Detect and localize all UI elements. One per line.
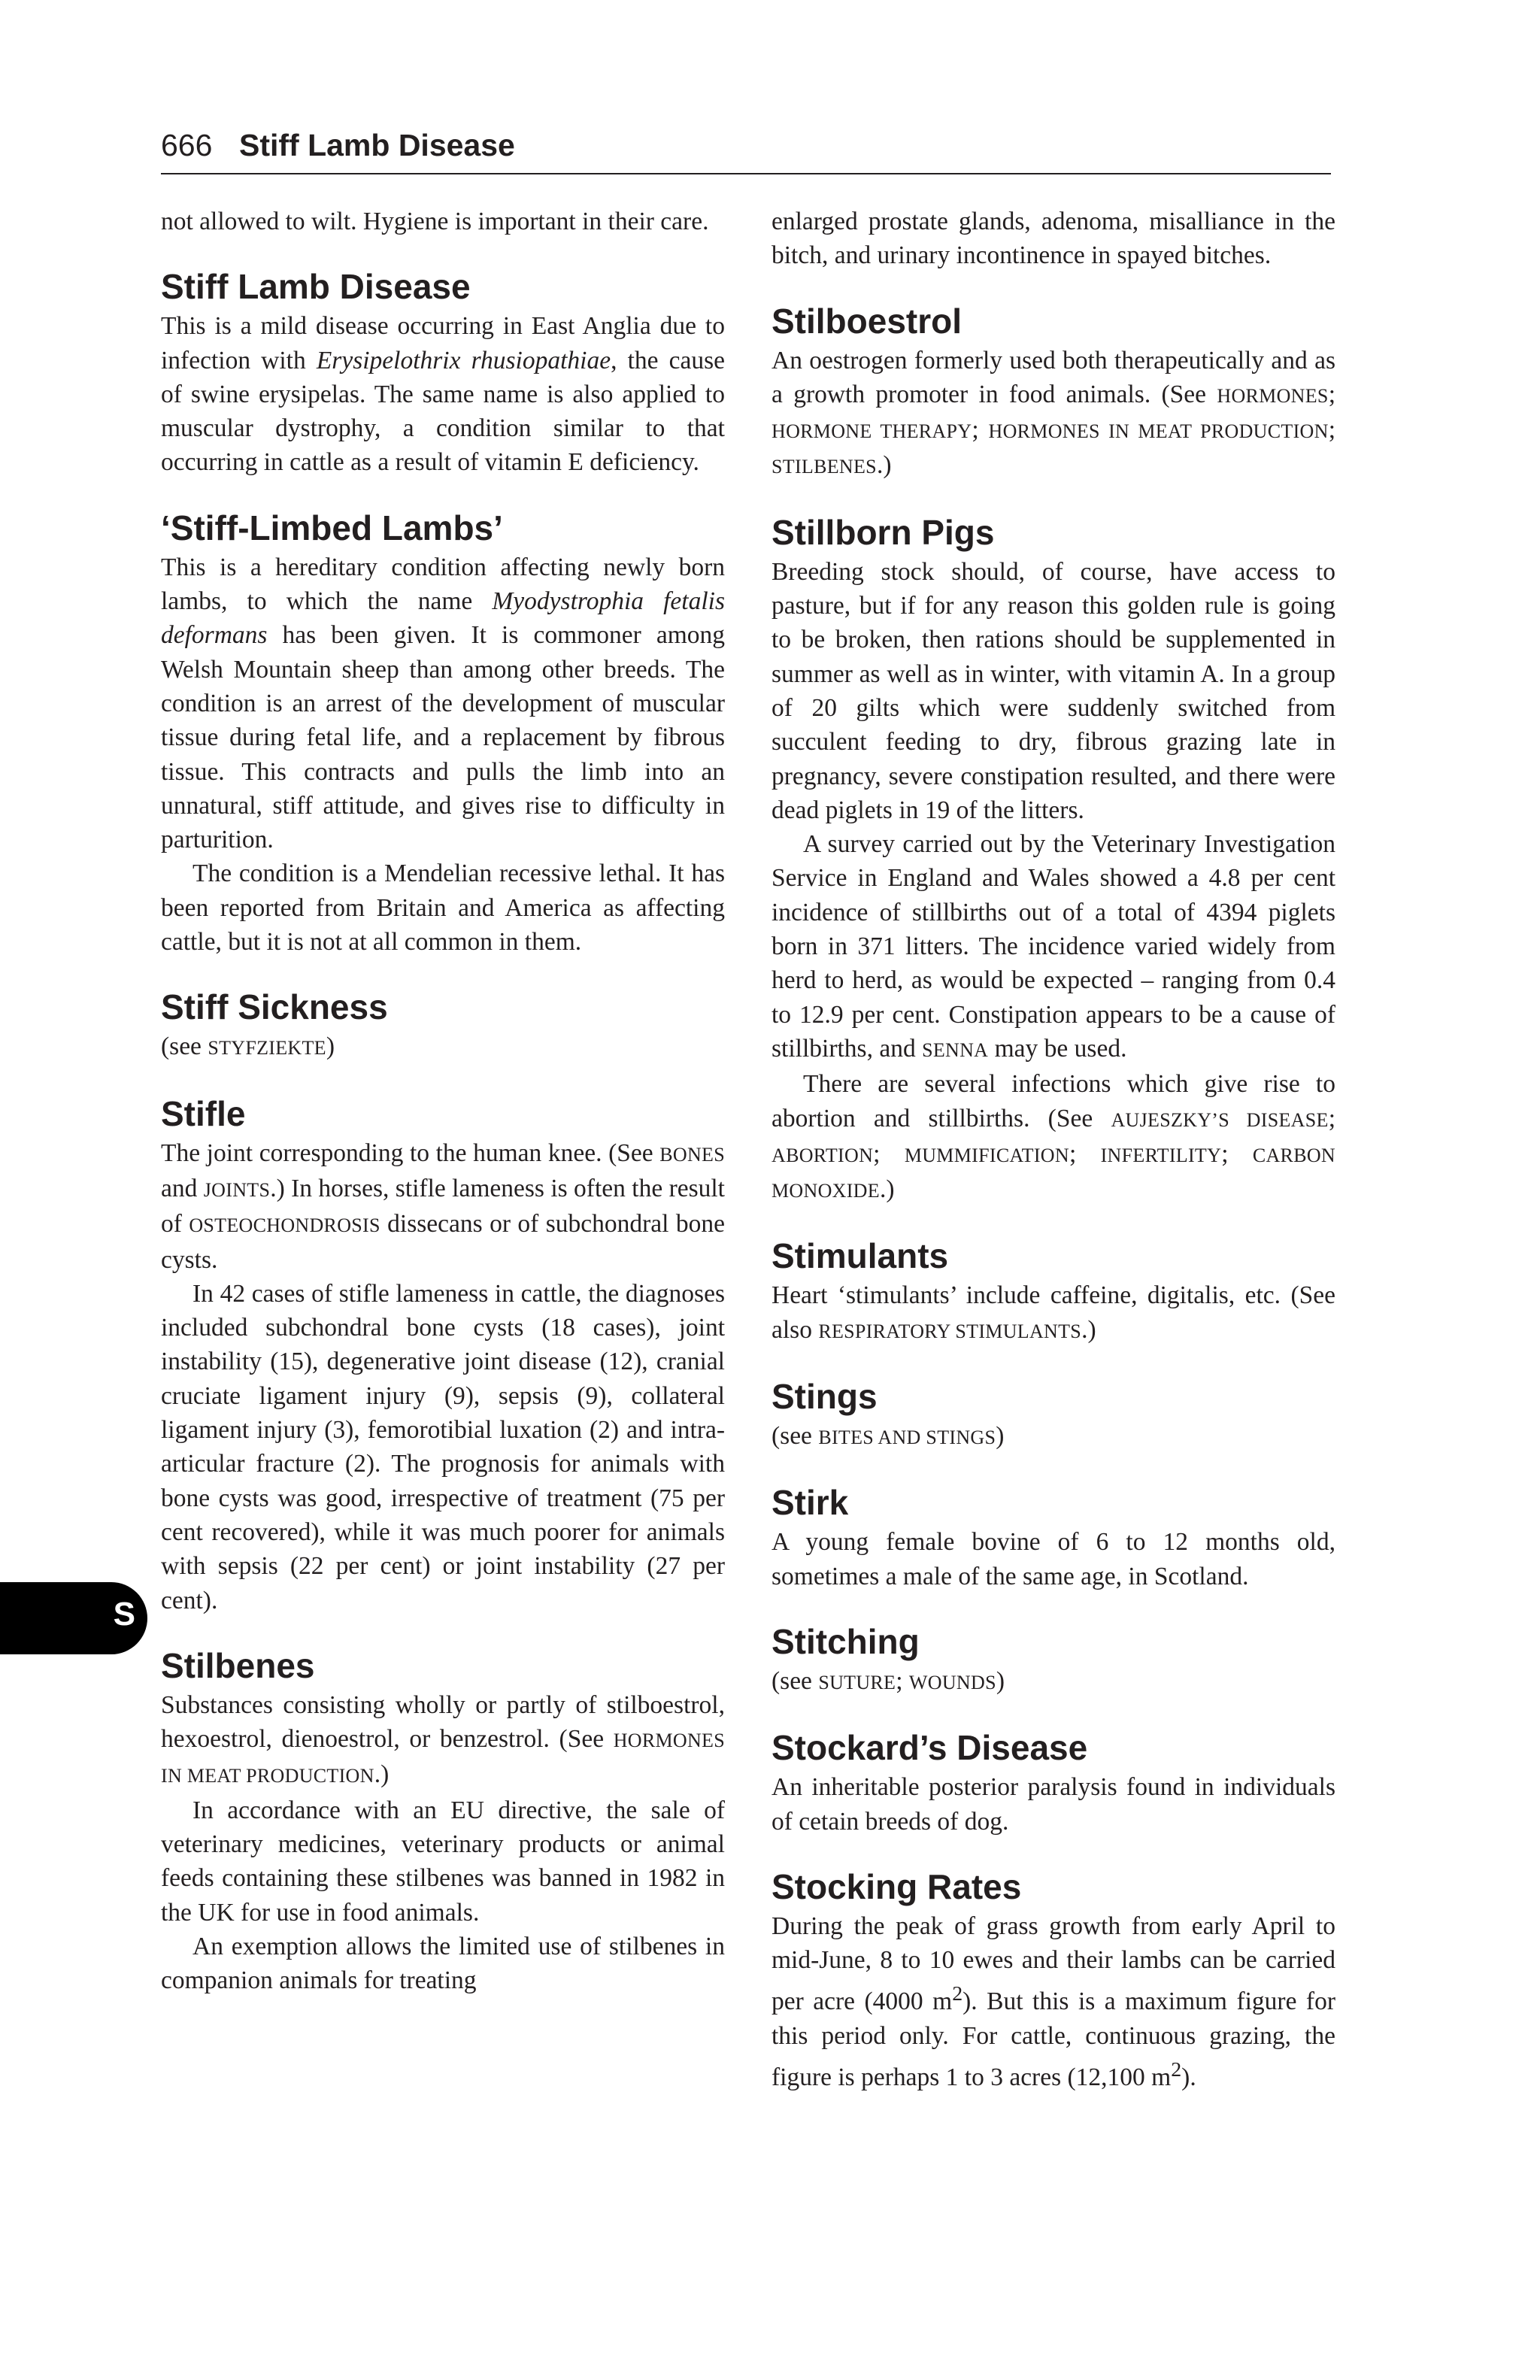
entry-heading-stillborn-pigs: Stillborn Pigs (772, 512, 995, 552)
entry-body: An oestrogen formerly used both therapeutically and as a growth promoter in food animals. (See HORMONES; HORMONE THERAPY; HORMONES IN MEAT PRODUCTION; STILBENES.) (772, 346, 1336, 480)
entry-body: Heart ‘stimulants’ include caffeine, digitalis, etc. (See also RESPIRATORY STIMULANTS.) (772, 1281, 1335, 1344)
thumb-tab-letter: S (113, 1596, 135, 1633)
cross-reference: (see BITES AND STINGS) (772, 1422, 1005, 1451)
entry-body: The joint corresponding to the human knee. (See BONES and JOINTS.) In horses, stifle lameness is often the result of OSTEOCHONDROSIS dissecans or of subchondral bone cysts. (161, 1138, 726, 1274)
page-number: 666 (161, 128, 213, 162)
entry-heading-stiff-limbed-lambs: ‘Stiff-Limbed Lambs’ (161, 508, 503, 547)
entry-body: This is a mild disease occurring in East Anglia due to infection with Erysipelothrix rhusiopathiae, the cause of swine erysipelas. The same name is also applied to muscular dystrophy, a condition similar to that occurring in cattle as a result of vitamin E deficiency. (161, 312, 726, 477)
entry-heading-stiff-sickness: Stiff Sickness (161, 987, 388, 1027)
entry-heading-stings: Stings (772, 1377, 878, 1417)
entry-body: In accordance with an EU directive, the sale of veterinary medicines, veterinary products or animal feeds containing these stilbenes was banned in 1982 in the UK for use in food animals. (161, 1796, 725, 1927)
left-column (161, 205, 725, 1997)
entry-body: A survey carried out by the Veterinary Investigation Service in England and Wales showed a 4.8 per cent incidence of stillbirths out of a total of 4394 piglets born in 371 litters. The incidence varied widely from herd to herd, as would be expected – ranging from 0.4 to 12.9 per cent. Constipation appears to be a cause of stillbirths, and SENNA may be used. (772, 830, 1335, 1063)
entry-body: This is a hereditary condition affecting newly born lambs, to which the name Myodystrophia fetalis deformans has been given. It is commoner among Welsh Mountain sheep than among other breeds. The condition is an arrest of the development of muscular tissue during fetal life, and a replacement by fibrous tissue. This contracts and pulls the limb into an unnatural, stiff attitude, and gives rise to difficulty in parturition. (161, 553, 726, 854)
entry-heading-stilboestrol: Stilboestrol (772, 301, 962, 341)
entry-heading-stirk: Stirk (772, 1483, 849, 1523)
entry-body: There are several infections which give rise to abortion and stillbirths. (See AUJESZKY’S DISEASE; ABORTION; MUMMIFICATION; INFERTILITY; CARBON MONOXIDE.) (772, 1070, 1335, 1204)
entry-body: A young female bovine of 6 to 12 months old, sometimes a male of the same age, in Scotland. (772, 1528, 1335, 1590)
entry-body: Breeding stock should, of course, have access to pasture, but if for any reason this golden rule is going to be broken, then rations should be supplemented in summer as well as in winter, with vitamin A. In a group of 20 gilts which were suddenly switched from succulent feeding to dry, fibrous grazing late in pregnancy, severe constipation resulted, and there were dead piglets in 19 of the litters. (772, 557, 1335, 824)
entry-heading-stiff-lamb-disease: Stiff Lamb Disease (161, 267, 471, 307)
entry-body: Substances consisting wholly or partly of stilboestrol, hexoestrol, dienoestrol, or benzestrol. (See HORMONES IN MEAT PRODUCTION.) (161, 1690, 725, 1789)
continued-paragraph: enlarged prostate glands, adenoma, misalliance in the bitch, and urinary incontinence in spayed bitches. (772, 208, 1335, 270)
entry-body: An exemption allows the limited use of stilbenes in companion animals for treating (161, 1932, 725, 1995)
entry-heading-stilbenes: Stilbenes (161, 1645, 315, 1685)
entry-body: The condition is a Mendelian recessive lethal. It has been reported from Britain and America as affecting cattle, but it is not at all common in them. (161, 860, 725, 957)
right-column (772, 205, 1335, 2095)
entry-heading-stifle: Stifle (161, 1093, 246, 1133)
running-head: Stiff Lamb Disease (239, 128, 515, 162)
cross-reference: (see SUTURE; WOUNDS) (772, 1666, 1005, 1695)
entry-body: In 42 cases of stifle lameness in cattle, the diagnoses included subchondral bone cysts (18 cases), joint instability (15), degenerative joint disease (12), cranial cruciate ligament injury (9), sepsis (9), collateral ligament injury (3), femorotibial luxation (2) and intra-articular fracture (2). The prognosis for animals with bone cysts was good, irrespective of treatment (75 per cent recovered), while it was much poorer for animals with sepsis (22 per cent) or joint instability (27 per cent). (161, 1279, 725, 1614)
entry-heading-stitching: Stitching (772, 1621, 920, 1661)
thumb-index-tab (0, 1582, 147, 1654)
continued-paragraph: not allowed to wilt. Hygiene is important in their care. (161, 208, 709, 235)
entry-body: During the peak of grass growth from early April to mid-June, 8 to 10 ewes and their lambs can be carried per acre (4000 $m^2$). But this is a maximum figure for this period only. For cattle, continuous grazing, the figure is perhaps 1 to 3 acres (12,100 $m^2$). (772, 1912, 1335, 2092)
page-header (161, 119, 1331, 174)
entry-heading-stimulants: Stimulants (772, 1236, 949, 1276)
entry-heading-stockards-disease: Stockard’s Disease (772, 1728, 1088, 1768)
cross-reference: (see STYFZIEKTE) (161, 1032, 335, 1061)
entry-heading-stocking-rates: Stocking Rates (772, 1866, 1022, 1906)
entry-body: An inheritable posterior paralysis found in individuals of cetain breeds of dog. (772, 1773, 1335, 1836)
